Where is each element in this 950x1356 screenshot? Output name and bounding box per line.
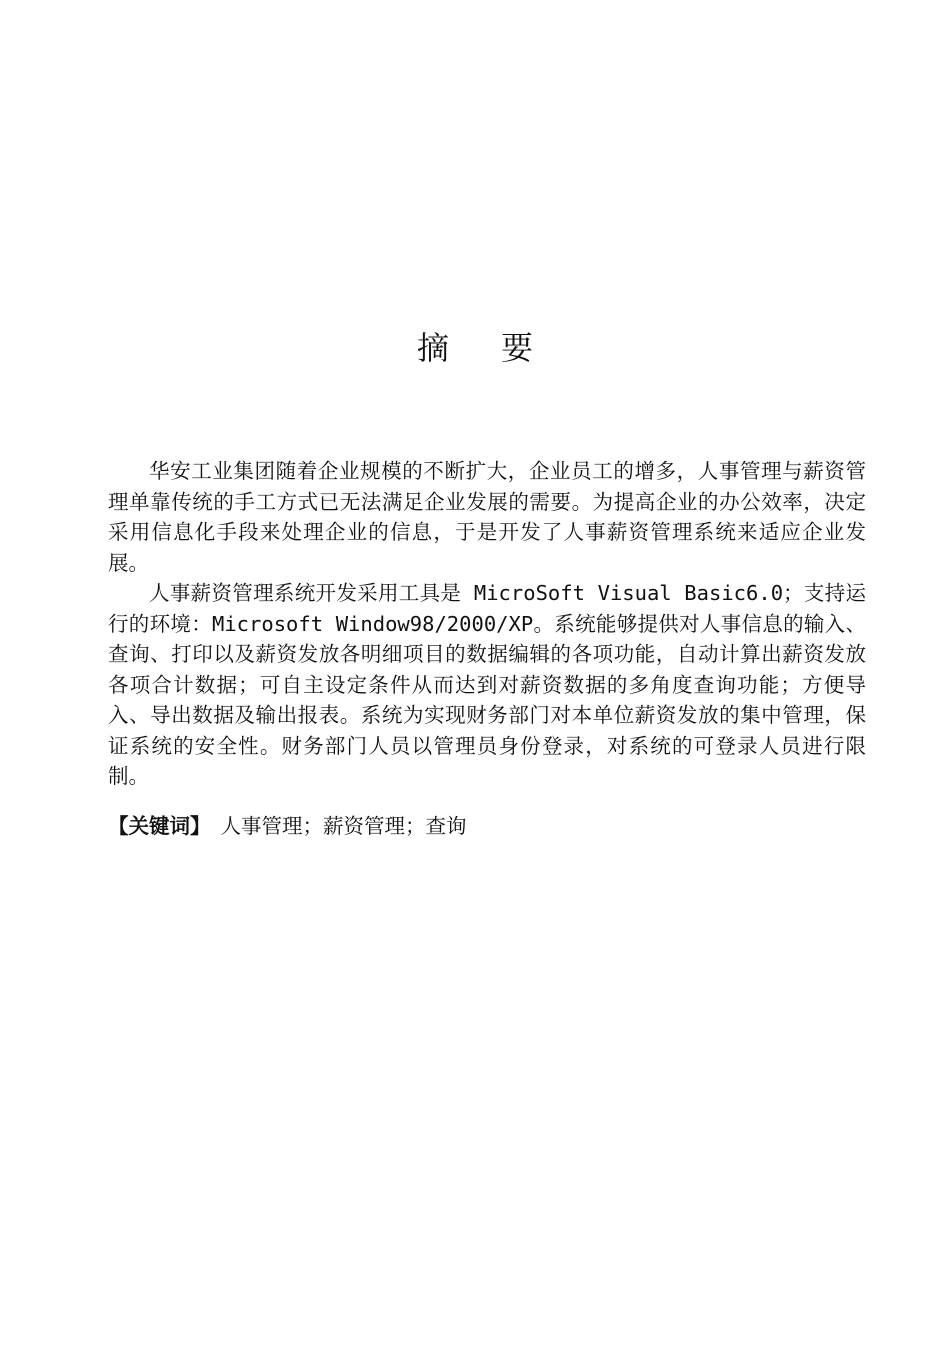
keywords-text: 人事管理；薪资管理；查询 (220, 814, 467, 838)
abstract-paragraph-2: 人事薪资管理系统开发采用工具是 MicroSoft Visual Basic6.0；支持运行的环境：Microsoft Window98/2000/XP。系统能够提供对人事信息的输入、查询、打印以及薪资发放各明细项目的数据编辑的各项功能，自动计算出薪资发放各项合计数据；可自主设定条件从而达到对薪资数据的多角度查询功能；方便导入、导出数据及输出报表。系统为实现财务部门对本单位薪资发放的集中管理，保证系统的安全性。财务部门人员以管理员身份登录，对系统的可登录人员进行限制。 (108, 581, 866, 788)
title-char-1: 摘 (416, 329, 449, 367)
title-char-2: 要 (501, 329, 534, 367)
keywords-label: 【关键词】 (108, 814, 211, 838)
page-title (0, 326, 950, 370)
abstract-body (108, 456, 866, 792)
keywords-line (108, 811, 866, 841)
abstract-paragraph-1: 华安工业集团随着企业规模的不断扩大，企业员工的增多，人事管理与薪资管理单靠传统的手工方式已无法满足企业发展的需要。为提高企业的办公效率，决定采用信息化手段来处理企业的信息，于是开发了人事薪资管理系统来适应企业发展。 (108, 459, 866, 575)
